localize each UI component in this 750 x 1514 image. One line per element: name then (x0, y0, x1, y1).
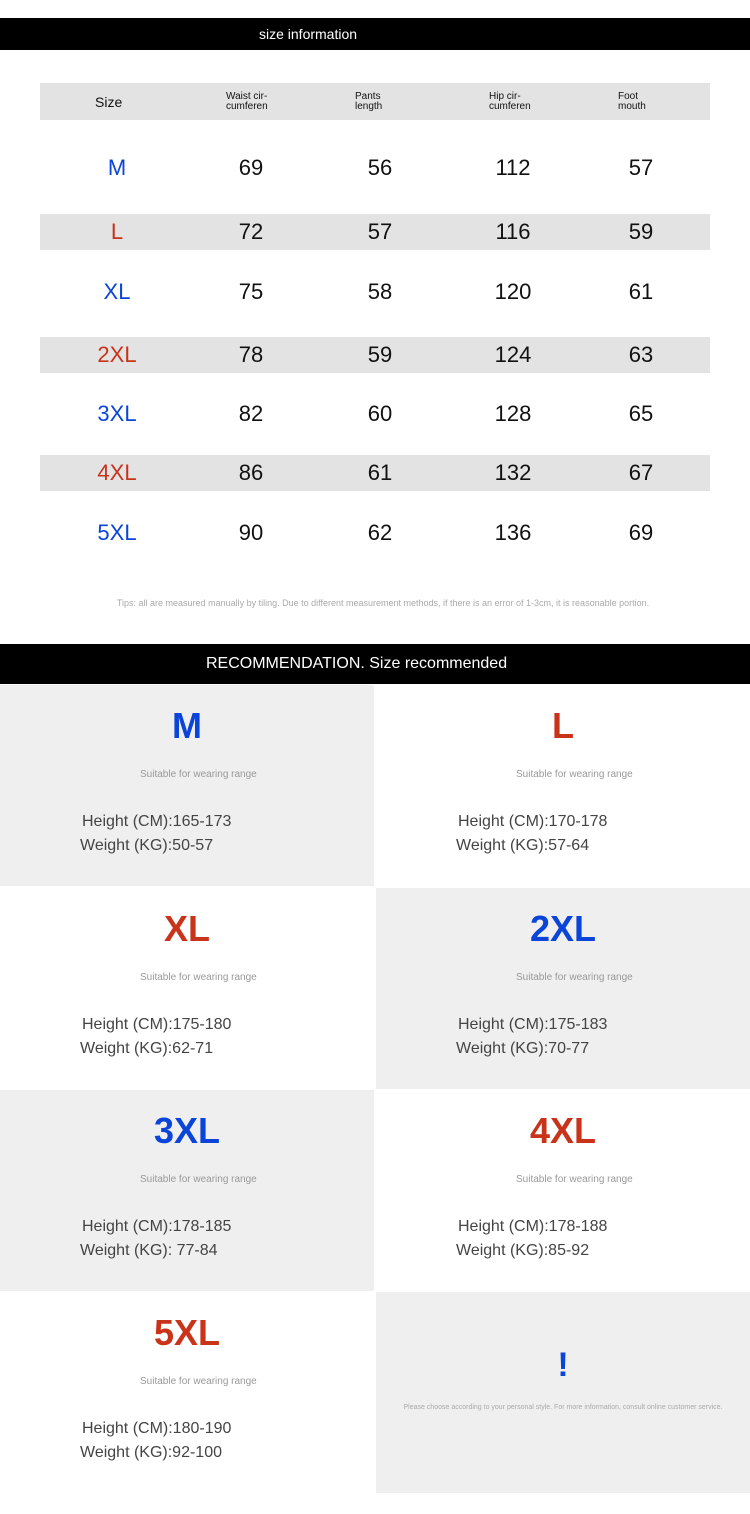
pants-value: 57 (367, 219, 393, 244)
size-label: 4XL (97, 460, 137, 485)
recommend-note-card (376, 1292, 750, 1493)
pants-value: 60 (367, 401, 393, 426)
recommendation-header (0, 644, 750, 684)
header-waist: Waist cir- cumferen (226, 91, 268, 112)
size-label: XL (103, 279, 131, 304)
waist-value: 82 (238, 401, 264, 426)
waist-value: 78 (238, 342, 264, 367)
suitable-label: Suitable for wearing range (140, 1376, 257, 1387)
suitable-label: Suitable for wearing range (516, 972, 633, 983)
foot-value: 63 (628, 342, 654, 367)
suitable-label: Suitable for wearing range (140, 1174, 257, 1185)
size-label: L (110, 219, 124, 244)
weight-range: Weight (KG):70-77 (456, 1040, 590, 1057)
measurement-tip: Tips: all are measured manually by tiling. Due to different measurement methods, if there is an error of 1-3cm, it is reasonable portion. (116, 598, 650, 608)
height-range: Height (CM):175-183 (458, 1016, 608, 1033)
recommend-card-5xl (0, 1292, 374, 1493)
height-range: Height (CM):165-173 (82, 813, 232, 830)
card-size: 4XL (529, 1110, 597, 1151)
recommend-card-xl (0, 888, 374, 1089)
table-row (40, 515, 710, 551)
header-foot-mouth: Foot mouth (618, 91, 646, 112)
pants-value: 56 (367, 155, 393, 180)
waist-value: 86 (238, 460, 264, 485)
card-size: 3XL (153, 1110, 221, 1151)
height-range: Height (CM):170-178 (458, 813, 608, 830)
size-information-header (0, 18, 750, 50)
recommend-card-4xl (376, 1090, 750, 1291)
suitable-label: Suitable for wearing range (516, 1174, 633, 1185)
foot-value: 59 (628, 219, 654, 244)
weight-range: Weight (KG):92-100 (80, 1444, 222, 1461)
height-range: Height (CM):178-185 (82, 1218, 232, 1235)
card-size: L (552, 705, 574, 746)
hip-value: 120 (494, 279, 532, 304)
weight-range: Weight (KG):57-64 (456, 837, 590, 854)
waist-value: 69 (238, 155, 264, 180)
hip-value: 124 (494, 342, 532, 367)
size-label: M (107, 155, 127, 180)
foot-value: 65 (628, 401, 654, 426)
size-label: 2XL (97, 342, 137, 367)
exclamation-icon: ! (557, 1346, 569, 1384)
size-label: 5XL (97, 520, 137, 545)
pants-value: 61 (367, 460, 393, 485)
header-size: Size (95, 94, 123, 110)
table-row (40, 337, 710, 373)
suitable-label: Suitable for wearing range (140, 972, 257, 983)
header-hip: Hip cir- cumferen (489, 91, 531, 112)
pants-value: 58 (367, 279, 393, 304)
card-size: 5XL (153, 1312, 221, 1353)
foot-value: 61 (628, 279, 654, 304)
waist-value: 90 (238, 520, 264, 545)
weight-range: Weight (KG):62-71 (80, 1040, 214, 1057)
header-pants-length: Pants length (355, 91, 383, 112)
suitable-label: Suitable for wearing range (516, 769, 633, 780)
height-range: Height (CM):175-180 (82, 1016, 232, 1033)
section-title: RECOMMENDATION. Size recommended (206, 655, 508, 672)
table-row (40, 396, 710, 432)
weight-range: Weight (KG):50-57 (80, 837, 214, 854)
pants-value: 62 (367, 520, 393, 545)
waist-value: 75 (238, 279, 264, 304)
weight-range: Weight (KG): 77-84 (80, 1242, 218, 1259)
table-row (40, 214, 710, 250)
recommend-card-m (0, 685, 374, 886)
foot-value: 67 (628, 460, 654, 485)
recommend-card-2xl (376, 888, 750, 1089)
suitable-label: Suitable for wearing range (140, 769, 257, 780)
hip-value: 112 (495, 155, 531, 180)
height-range: Height (CM):180-190 (82, 1420, 232, 1437)
customer-service-note: Please choose according to your personal style. For more information, consult online customer service. (403, 1404, 723, 1411)
table-row (40, 274, 710, 310)
hip-value: 132 (494, 460, 532, 485)
foot-value: 69 (628, 520, 654, 545)
pants-value: 59 (367, 342, 393, 367)
height-range: Height (CM):178-188 (458, 1218, 608, 1235)
hip-value: 128 (494, 401, 532, 426)
hip-value: 136 (494, 520, 532, 545)
waist-value: 72 (238, 219, 264, 244)
table-row (40, 150, 710, 186)
table-header (40, 83, 710, 120)
card-size: M (172, 705, 202, 746)
section-title: size information (259, 26, 358, 42)
hip-value: 116 (495, 219, 531, 244)
size-label: 3XL (97, 401, 137, 426)
card-size: XL (163, 908, 210, 949)
foot-value: 57 (628, 155, 654, 180)
recommend-card-l (376, 685, 750, 886)
weight-range: Weight (KG):85-92 (456, 1242, 590, 1259)
table-row (40, 455, 710, 491)
card-size: 2XL (529, 908, 597, 949)
recommend-card-3xl (0, 1090, 374, 1291)
